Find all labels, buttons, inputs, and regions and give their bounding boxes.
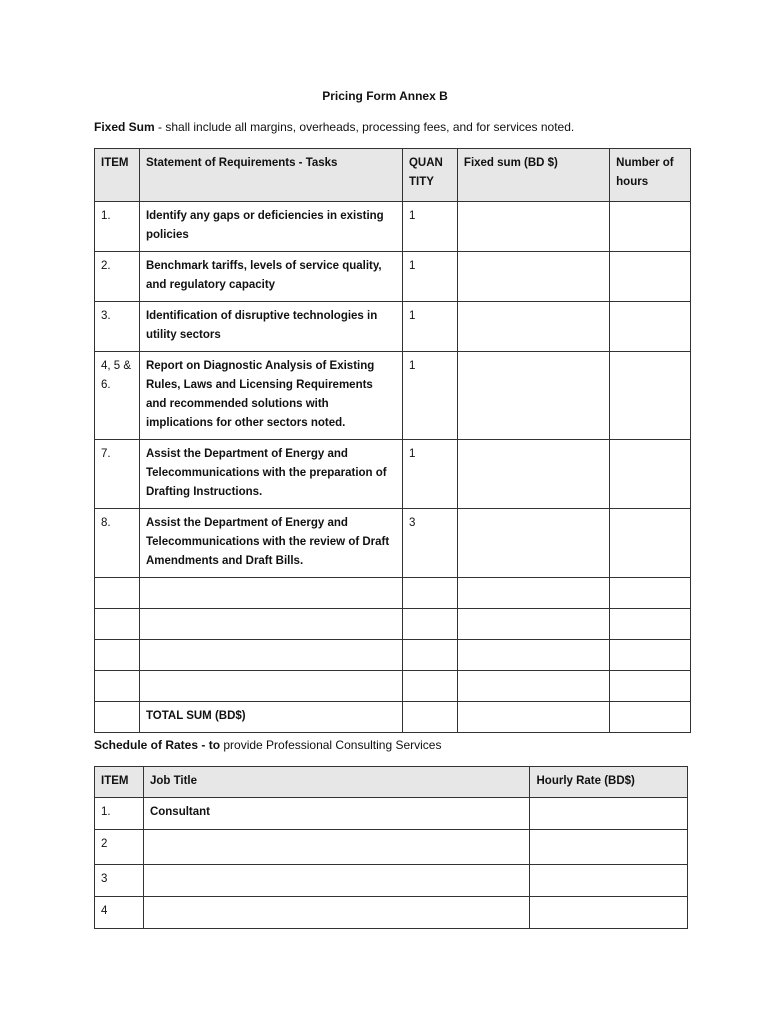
table-row <box>95 352 691 440</box>
row-task: Identify any gaps or deficiencies in existing policies <box>139 202 402 252</box>
blank-cell[interactable] <box>610 578 691 609</box>
blank-cell[interactable] <box>610 640 691 671</box>
blank-cell[interactable] <box>457 671 609 702</box>
blank-cell[interactable] <box>95 671 140 702</box>
fixed-sum-field[interactable] <box>457 252 609 302</box>
row-task: Identification of disruptive technologies in utility sectors <box>139 302 402 352</box>
blank-cell[interactable] <box>95 640 140 671</box>
row-item: 3 <box>95 865 144 897</box>
row-job-title[interactable] <box>143 865 530 897</box>
row-task: Report on Diagnostic Analysis of Existing Rules, Laws and Licensing Requirements and recommended solutions with implications for other sectors noted. <box>139 352 402 440</box>
row-item: 1. <box>95 202 140 252</box>
row-item: 2 <box>95 830 144 865</box>
total-item-cell <box>95 702 140 733</box>
row-item: 1. <box>95 798 144 830</box>
header-item: ITEM <box>95 149 140 202</box>
table-row <box>95 865 688 897</box>
blank-cell[interactable] <box>457 609 609 640</box>
row-job-title: Consultant <box>143 798 530 830</box>
row-task: Benchmark tariffs, levels of service quality, and regulatory capacity <box>139 252 402 302</box>
header-fixed-sum: Fixed sum (BD $) <box>457 149 609 202</box>
fixed-sum-table <box>94 148 691 733</box>
blank-cell[interactable] <box>610 671 691 702</box>
rates-table <box>94 766 688 929</box>
fixed-sum-intro <box>94 120 574 134</box>
table-row <box>95 252 691 302</box>
table-row <box>95 897 688 929</box>
hours-field[interactable] <box>610 440 691 509</box>
hours-field[interactable] <box>610 302 691 352</box>
blank-cell[interactable] <box>139 671 402 702</box>
blank-row <box>95 671 691 702</box>
blank-cell[interactable] <box>402 640 457 671</box>
hourly-rate-field[interactable] <box>530 830 688 865</box>
total-quantity-cell <box>402 702 457 733</box>
table-header-row <box>95 149 691 202</box>
schedule-heading <box>94 738 441 752</box>
header-tasks: Statement of Requirements - Tasks <box>139 149 402 202</box>
schedule-label: Schedule of Rates - to <box>94 738 221 752</box>
fixed-sum-field[interactable] <box>457 352 609 440</box>
row-job-title[interactable] <box>143 830 530 865</box>
blank-cell[interactable] <box>95 609 140 640</box>
hours-field[interactable] <box>610 252 691 302</box>
blank-row <box>95 640 691 671</box>
blank-cell[interactable] <box>139 640 402 671</box>
fixed-sum-label: Fixed Sum <box>94 120 155 134</box>
blank-cell[interactable] <box>95 578 140 609</box>
header-job-title: Job Title <box>143 767 530 798</box>
header-quantity: QUAN TITY <box>402 149 457 202</box>
hourly-rate-field[interactable] <box>530 798 688 830</box>
table-row <box>95 302 691 352</box>
table-row <box>95 509 691 578</box>
row-task: Assist the Department of Energy and Telecommunications with the review of Draft Amendments and Draft Bills. <box>139 509 402 578</box>
blank-cell[interactable] <box>402 671 457 702</box>
total-sum-field[interactable] <box>457 702 609 733</box>
table-row <box>95 830 688 865</box>
schedule-description: provide Professional Consulting Services <box>220 738 442 752</box>
row-quantity: 1 <box>402 252 457 302</box>
row-quantity: 1 <box>402 352 457 440</box>
total-label: TOTAL SUM (BD$) <box>139 702 402 733</box>
total-hours-field[interactable] <box>610 702 691 733</box>
table-row <box>95 798 688 830</box>
row-item: 4, 5 & 6. <box>95 352 140 440</box>
blank-cell[interactable] <box>457 578 609 609</box>
row-item: 7. <box>95 440 140 509</box>
table-header-row <box>95 767 688 798</box>
fixed-sum-field[interactable] <box>457 509 609 578</box>
header-item: ITEM <box>95 767 144 798</box>
row-quantity: 1 <box>402 202 457 252</box>
row-quantity: 1 <box>402 440 457 509</box>
table-row <box>95 202 691 252</box>
hours-field[interactable] <box>610 352 691 440</box>
row-task: Assist the Department of Energy and Telecommunications with the preparation of Drafting Instructions. <box>139 440 402 509</box>
row-job-title[interactable] <box>143 897 530 929</box>
row-quantity: 3 <box>402 509 457 578</box>
blank-cell[interactable] <box>402 578 457 609</box>
page-title: Pricing Form Annex B <box>322 89 448 103</box>
hours-field[interactable] <box>610 509 691 578</box>
hourly-rate-field[interactable] <box>530 865 688 897</box>
blank-cell[interactable] <box>139 578 402 609</box>
row-item: 8. <box>95 509 140 578</box>
total-row <box>95 702 691 733</box>
fixed-sum-field[interactable] <box>457 202 609 252</box>
blank-row <box>95 609 691 640</box>
blank-cell[interactable] <box>457 640 609 671</box>
hours-field[interactable] <box>610 202 691 252</box>
row-item: 4 <box>95 897 144 929</box>
hourly-rate-field[interactable] <box>530 897 688 929</box>
header-hours: Number of hours <box>610 149 691 202</box>
header-hourly-rate: Hourly Rate (BD$) <box>530 767 688 798</box>
blank-cell[interactable] <box>610 609 691 640</box>
fixed-sum-field[interactable] <box>457 302 609 352</box>
row-item: 3. <box>95 302 140 352</box>
fixed-sum-description: - shall include all margins, overheads, processing fees, and for services noted. <box>154 120 575 134</box>
row-quantity: 1 <box>402 302 457 352</box>
fixed-sum-field[interactable] <box>457 440 609 509</box>
blank-row <box>95 578 691 609</box>
table-row <box>95 440 691 509</box>
blank-cell[interactable] <box>402 609 457 640</box>
row-item: 2. <box>95 252 140 302</box>
blank-cell[interactable] <box>139 609 402 640</box>
